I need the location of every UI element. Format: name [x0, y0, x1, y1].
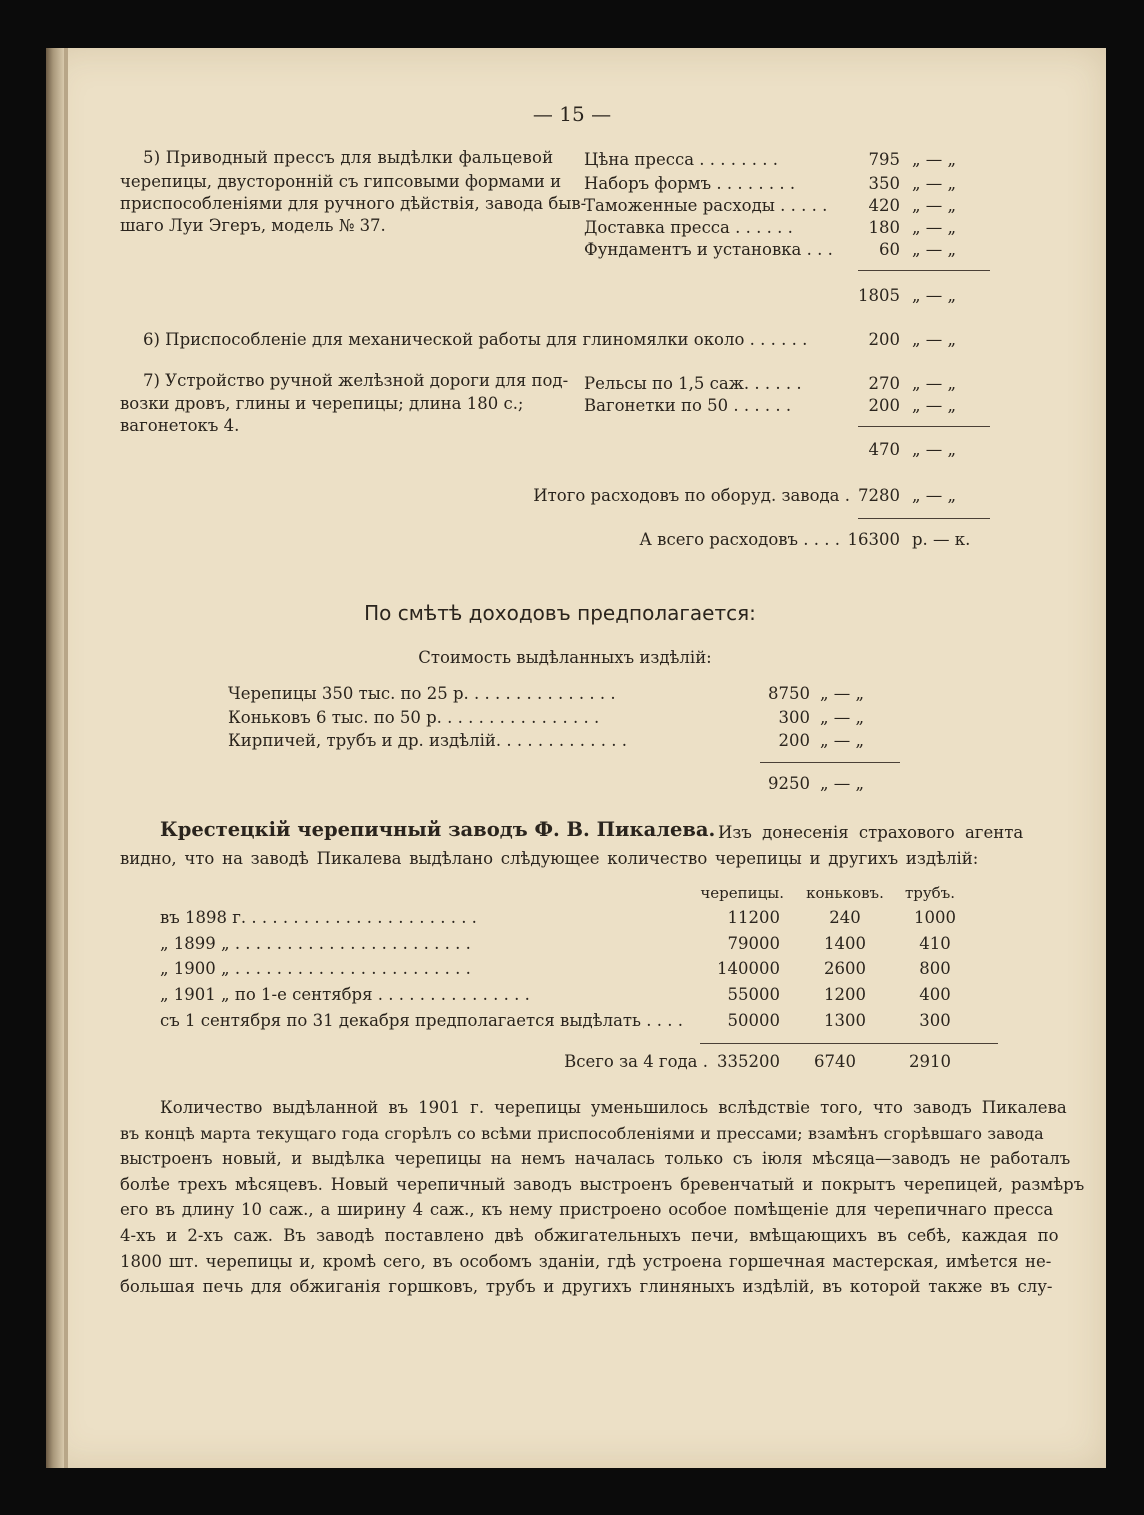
closing-line-5: его въ длину 10 саж., а ширину 4 саж., къ нему пристроено особое помѣщеніе для черепичнаго пресса	[120, 1200, 1054, 1219]
production-row-ridges: 1400	[824, 934, 866, 953]
income-row-value-3: 200	[778, 731, 810, 750]
grand-total-unit: р. — к.	[912, 530, 971, 549]
production-total-label: Всего за 4 года .	[564, 1052, 708, 1071]
item5-cost-value-5: 60	[879, 240, 900, 259]
production-row-pipes: 400	[919, 985, 951, 1004]
production-row-ridges: 1200	[824, 985, 866, 1004]
production-row-tiles: 11200	[727, 908, 780, 927]
income-subheading: Стоимость выдѣланныхъ издѣлій:	[418, 648, 712, 667]
book-spine-shadow	[46, 48, 64, 1468]
item5-cost-label-3: Таможенные расходы . . . . .	[584, 196, 828, 215]
production-row-ridges: 240	[829, 908, 861, 927]
item5-cost-label-4: Доставка пресса . . . . . .	[584, 218, 793, 237]
closing-line-7: 1800 шт. черепицы и, кромѣ сего, въ особомъ зданіи, гдѣ устроена горшечная мастерская, имѣется не-	[120, 1252, 1052, 1271]
item5-cost-label-2: Наборъ формъ . . . . . . . .	[584, 174, 796, 193]
closing-line-2: въ концѣ марта текущаго года сгорѣлъ со всѣми приспособленіями и прессами; взамѣнъ сгорѣвшаго завода	[120, 1124, 1044, 1143]
item7-cost-unit-2: „ — „	[912, 396, 957, 415]
income-row-value-1: 8750	[768, 684, 810, 703]
production-row-ridges: 2600	[824, 959, 866, 978]
production-row-label: „ 1900 „ . . . . . . . . . . . . . . . . . . . . . . .	[160, 959, 471, 978]
page-number: — 15 —	[532, 102, 612, 126]
income-row-unit-1: „ — „	[820, 684, 865, 703]
item5-cost-value-3: 420	[868, 196, 900, 215]
income-row-unit-2: „ — „	[820, 708, 865, 727]
item7-cost-unit-1: „ — „	[912, 374, 957, 393]
item7-sum-rule	[858, 426, 990, 427]
production-sum-rule	[700, 1043, 998, 1044]
income-row-label-3: Кирпичей, трубъ и др. издѣлій. . . . . . . . . . . . .	[228, 731, 627, 750]
item5-cost-value-4: 180	[868, 218, 900, 237]
item5-sum-rule	[858, 270, 990, 271]
closing-line-8: большая печь для обжиганія горшковъ, трубъ и другихъ глиняныхъ издѣлій, въ которой также въ слу-	[120, 1277, 1053, 1296]
production-row-label: „ 1901 „ по 1-е сентября . . . . . . . . . . . . . . .	[160, 985, 530, 1004]
item6-value: 200	[868, 330, 900, 349]
item5-cost-value-2: 350	[868, 174, 900, 193]
production-row-pipes: 300	[919, 1011, 951, 1030]
item5-cost-unit-5: „ — „	[912, 240, 957, 259]
item7-line-3: вагонетокъ 4.	[120, 416, 240, 435]
production-total-tiles: 335200	[717, 1052, 780, 1071]
item5-line-4: шаго Луи Эгеръ, модель № 37.	[120, 216, 386, 235]
item5-cost-label-5: Фундаментъ и установка . . .	[584, 240, 833, 259]
production-total-pipes: 2910	[909, 1052, 951, 1071]
production-row-tiles: 140000	[717, 959, 780, 978]
closing-line-1: Количество выдѣланной въ 1901 г. черепицы уменьшилось вслѣдствіе того, что заводъ Пикалева	[160, 1098, 1067, 1117]
item5-cost-unit-1: „ — „	[912, 150, 957, 169]
item6-unit: „ — „	[912, 330, 957, 349]
item7-cost-label-1: Рельсы по 1,5 саж. . . . . .	[584, 374, 802, 393]
income-sum-rule	[760, 762, 900, 763]
item6-text: 6) Приспособленіе для механической работы для глиномялки около . . . . . .	[143, 330, 808, 349]
production-row-pipes: 800	[919, 959, 951, 978]
closing-line-6: 4-хъ и 2-хъ саж. Въ заводѣ поставлено двѣ обжигательныхъ печи, вмѣщающихъ въ себѣ, каждая по	[120, 1226, 1059, 1245]
income-total-unit: „ — „	[820, 774, 865, 793]
item5-cost-unit-2: „ — „	[912, 174, 957, 193]
item5-line-3: приспособленіями для ручного дѣйствія, завода быв-	[120, 194, 587, 213]
production-row-pipes: 410	[919, 934, 951, 953]
grand-total-value: 16300	[847, 530, 900, 549]
production-row-tiles: 50000	[727, 1011, 780, 1030]
item5-total-unit: „ — „	[912, 286, 957, 305]
grand-total-rule	[858, 518, 990, 519]
item7-line-1: 7) Устройство ручной желѣзной дороги для под-	[143, 371, 569, 390]
item7-line-2: возки дровъ, глины и черепицы; длина 180 с.;	[120, 394, 524, 413]
item7-cost-value-1: 270	[868, 374, 900, 393]
item5-line-2: черепицы, двусторонній съ гипсовыми формами и	[120, 172, 562, 191]
production-row-label: „ 1899 „ . . . . . . . . . . . . . . . . . . . . . . .	[160, 934, 471, 953]
grand-total-label: А всего расходовъ . . . .	[639, 530, 840, 549]
income-row-label-2: Коньковъ 6 тыс. по 50 р. . . . . . . . . . . . . . . .	[228, 708, 600, 727]
production-row-tiles: 79000	[727, 934, 780, 953]
income-row-value-2: 300	[778, 708, 810, 727]
item7-total-value: 470	[868, 440, 900, 459]
item7-cost-value-2: 200	[868, 396, 900, 415]
item5-cost-unit-4: „ — „	[912, 218, 957, 237]
income-total-value: 9250	[768, 774, 810, 793]
production-row-label: въ 1898 г. . . . . . . . . . . . . . . . . . . . . . .	[160, 908, 477, 927]
production-row-tiles: 55000	[727, 985, 780, 1004]
equipment-total-value: 7280	[858, 486, 900, 505]
item5-cost-value-1: 795	[868, 150, 900, 169]
item7-cost-label-2: Вагонетки по 50 . . . . . .	[584, 396, 792, 415]
production-row-label: съ 1 сентября по 31 декабря предполагается выдѣлать . . . .	[160, 1011, 683, 1030]
production-total-ridges: 6740	[814, 1052, 856, 1071]
item5-line-1: 5) Приводный прессъ для выдѣлки фальцевой	[143, 148, 554, 167]
factory-intro-line-2: видно, что на заводѣ Пикалева выдѣлано слѣдующее количество черепицы и другихъ издѣлій:	[120, 849, 979, 868]
production-header-tiles: черепицы.	[700, 884, 784, 902]
item5-cost-label-1: Цѣна пресса . . . . . . . .	[584, 150, 778, 169]
item7-total-unit: „ — „	[912, 440, 957, 459]
book-spine-edge	[64, 48, 68, 1468]
income-row-label-1: Черепицы 350 тыс. по 25 р. . . . . . . . . . . . . . .	[228, 684, 616, 703]
item5-cost-unit-3: „ — „	[912, 196, 957, 215]
equipment-total-unit: „ — „	[912, 486, 957, 505]
factory-title: Крестецкій черепичный заводъ Ф. В. Пикалева.	[160, 818, 716, 841]
production-header-ridges: коньковъ.	[806, 884, 884, 902]
item5-total-value: 1805	[858, 286, 900, 305]
factory-intro-rest: Изъ донесенія страхового агента	[718, 823, 1024, 842]
closing-line-4: болѣе трехъ мѣсяцевъ. Новый черепичный заводъ выстроенъ бревенчатый и покрытъ черепицей, размѣръ	[120, 1175, 1085, 1194]
equipment-total-label: Итого расходовъ по оборуд. завода .	[533, 486, 850, 505]
production-header-pipes: трубъ.	[904, 884, 956, 902]
closing-line-3: выстроенъ новый, и выдѣлка черепицы на немъ началась только съ іюля мѣсяца—заводъ не работалъ	[120, 1149, 1071, 1168]
income-row-unit-3: „ — „	[820, 731, 865, 750]
income-heading: По смѣтѣ доходовъ предполагается:	[364, 601, 756, 625]
production-row-ridges: 1300	[824, 1011, 866, 1030]
production-row-pipes: 1000	[914, 908, 956, 927]
